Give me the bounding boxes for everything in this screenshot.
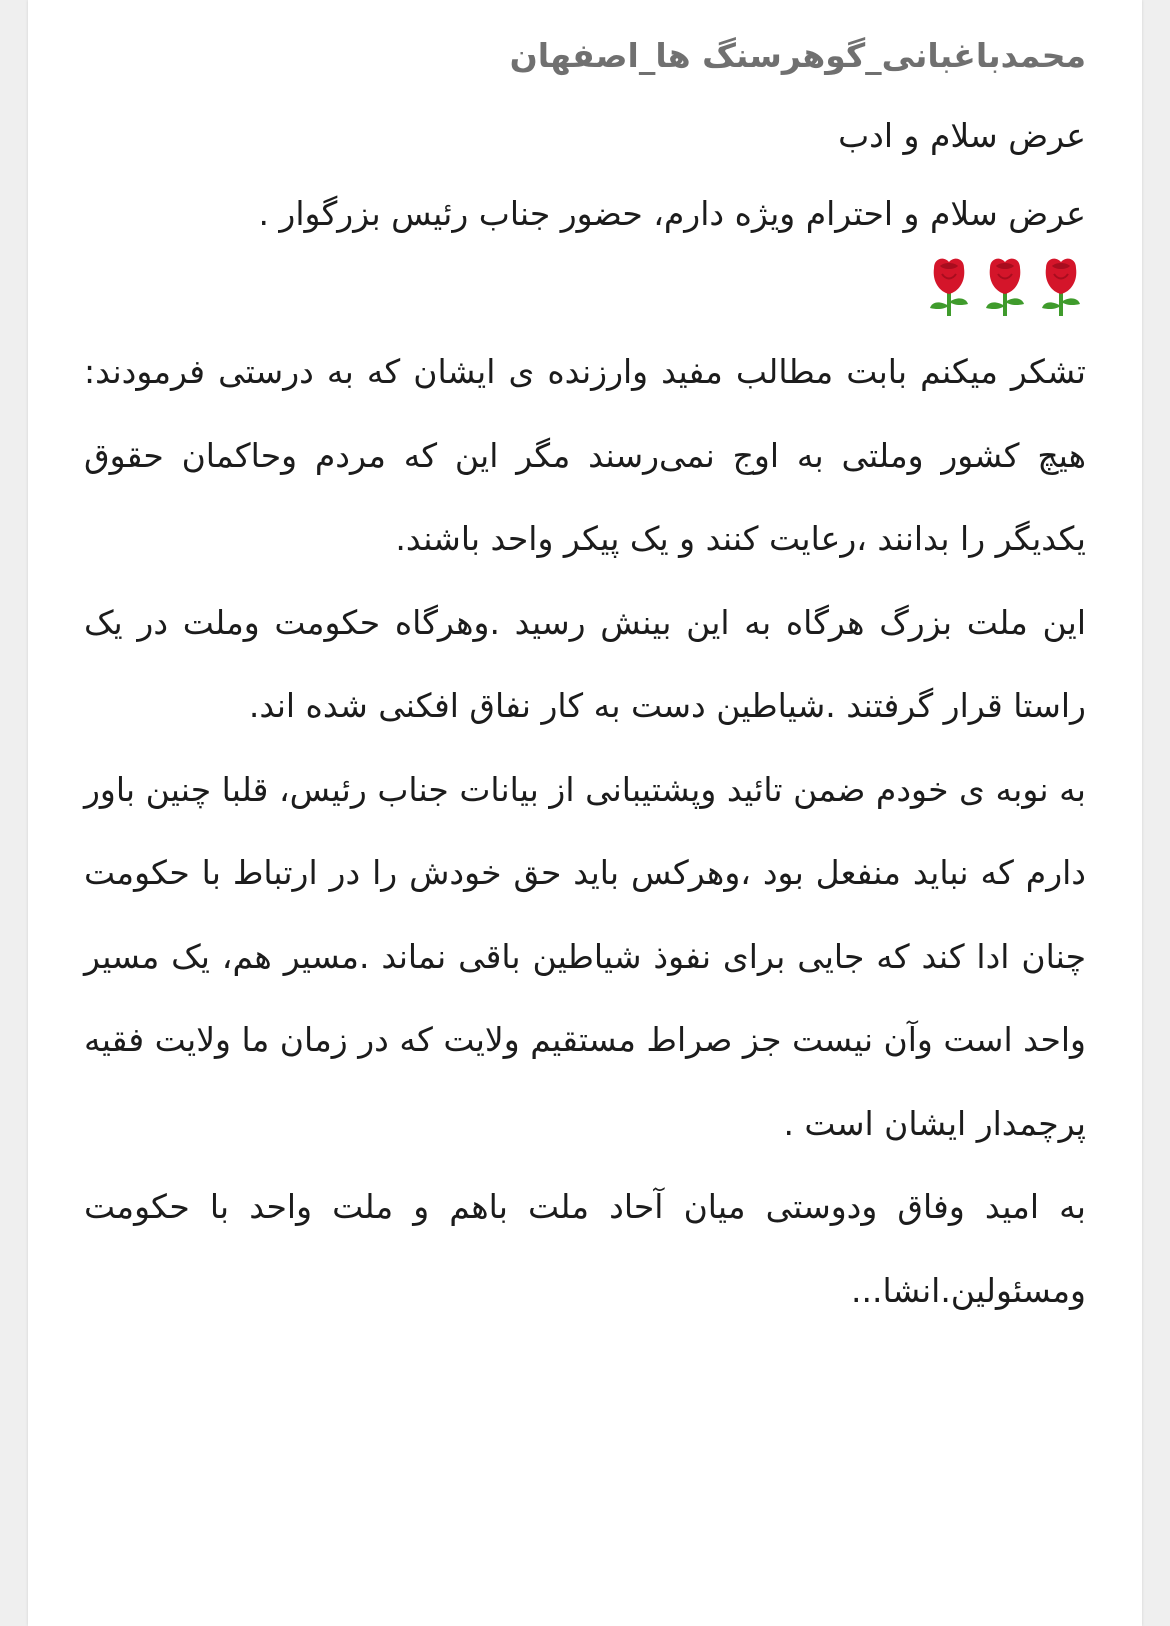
post-author[interactable]: محمدباغبانی_گوهرسنگ ها_اصفهان bbox=[509, 36, 1086, 75]
rose-icon bbox=[1036, 254, 1086, 318]
paragraph-4: به نوبه ی خودم ضمن تائید وپشتیبانی از بیانات جناب رئیس، قلبا چنین باور دارم که نباید منفعل بود ،وهرکس باید حق خودش را در ارتباط با حکومت چنان ادا کند که جایی برای نفوذ شیاطین باقی نماند .مسیر هم، یک مسیر واحد است وآن نیست جز صراط مستقیم ولایت که در زمان ما ولایت فقیه پرچمدار ایشان است . bbox=[84, 769, 1086, 1143]
post-card bbox=[28, 0, 1142, 1626]
rose-icon bbox=[980, 254, 1030, 318]
post-content bbox=[84, 26, 1086, 1332]
paragraph-2: تشکر میکنم بابت مطالب مفید وارزنده ی ایشان که به درستی فرمودند: هیچ کشور وملتی به اوج نمی‌رسند مگر این که مردم وحاکمان حقوق یکدیگر را بدانند ،رعایت کنند و یک پیکر واحد باشند. bbox=[84, 352, 1086, 558]
rose-emoji-row bbox=[84, 254, 1086, 318]
paragraph-1: عرض سلام و احترام ویژه دارم، حضور جناب رئیس بزرگوار . bbox=[258, 194, 1086, 233]
greeting-line: عرض سلام و ادب bbox=[838, 116, 1086, 155]
rose-icon bbox=[924, 254, 974, 318]
paragraph-5: به امید وفاق ودوستی میان آحاد ملت باهم و ملت واحد با حکومت ومسئولین.انشا... bbox=[84, 1187, 1086, 1310]
paragraph-3: این ملت بزرگ هرگاه به این بینش رسید .وهرگاه حکومت وملت در یک راستا قرار گرفتند .شیاطین دست به کار نفاق افکنی شده اند. bbox=[84, 602, 1086, 725]
